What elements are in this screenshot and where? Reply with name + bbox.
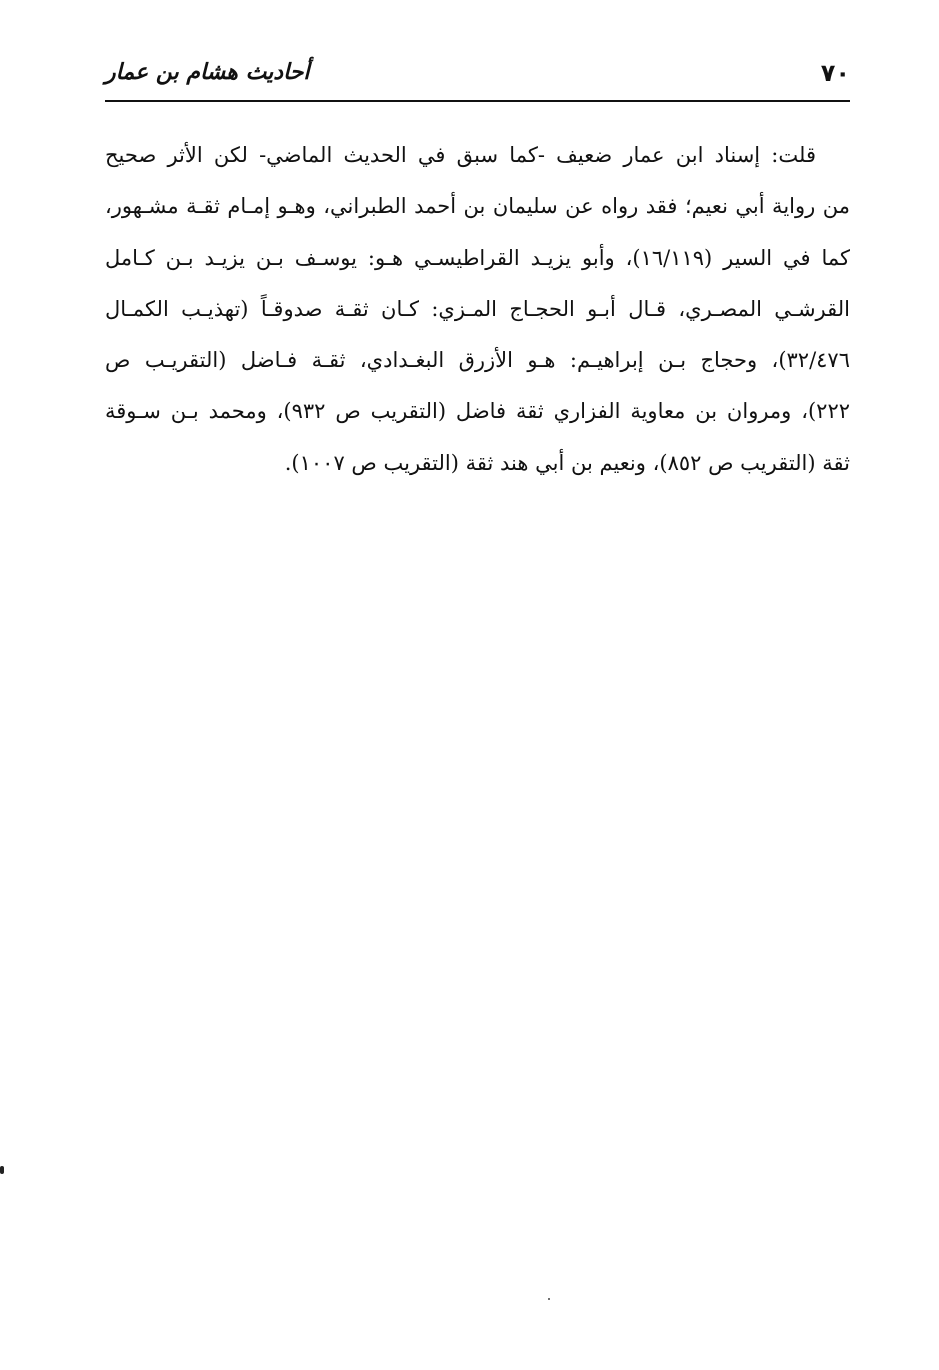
scan-margin-mark: [0, 1166, 4, 1174]
scan-speck: [548, 1298, 550, 1300]
body-line: قلت: إسناد ابن عمار ضعيف -كما سبق في الحديث الماضي- لكن الأثر صحيح: [105, 143, 816, 167]
running-title: أحاديث هشام بن عمار: [105, 60, 310, 85]
body-line: من رواية أبي نعيم؛ فقد رواه عن سليمان بن أحمد الطبراني، وهـو إمـام ثقـة مشـهور،: [105, 194, 851, 219]
body-line: القرشـي المصـري، قـال أبـو الحجـاج المـزي: كـان ثقـة صدوقـاً (تهذيـب الكمـال: [105, 296, 850, 321]
body-line: ٣٢/٤٧٦)، وحجاج بـن إبراهيـم: هـو الأزرق البغـدادي، ثقـة فـاضل (التقريـب ص: [105, 348, 850, 373]
body-line: ٢٢٢)، ومروان بن معاوية الفزاري ثقة فاضل (التقريب ص ٩٣٢)، ومحمد بـن سـوقة: [105, 399, 851, 424]
body-paragraph: [105, 130, 850, 489]
body-line: ثقة (التقريب ص ٨٥٢)، ونعيم بن أبي هند ثقة (التقريب ص ١٠٠٧).: [284, 450, 850, 475]
page-number: ٧٠: [820, 59, 850, 87]
header-rule: [105, 100, 850, 102]
page-header: [105, 54, 850, 98]
body-line: كما في السير (١٦/١١٩)، وأبو يزيـد القراطيسـي هـو: يوسـف بـن يزيـد بـن كـامل: [105, 245, 850, 270]
